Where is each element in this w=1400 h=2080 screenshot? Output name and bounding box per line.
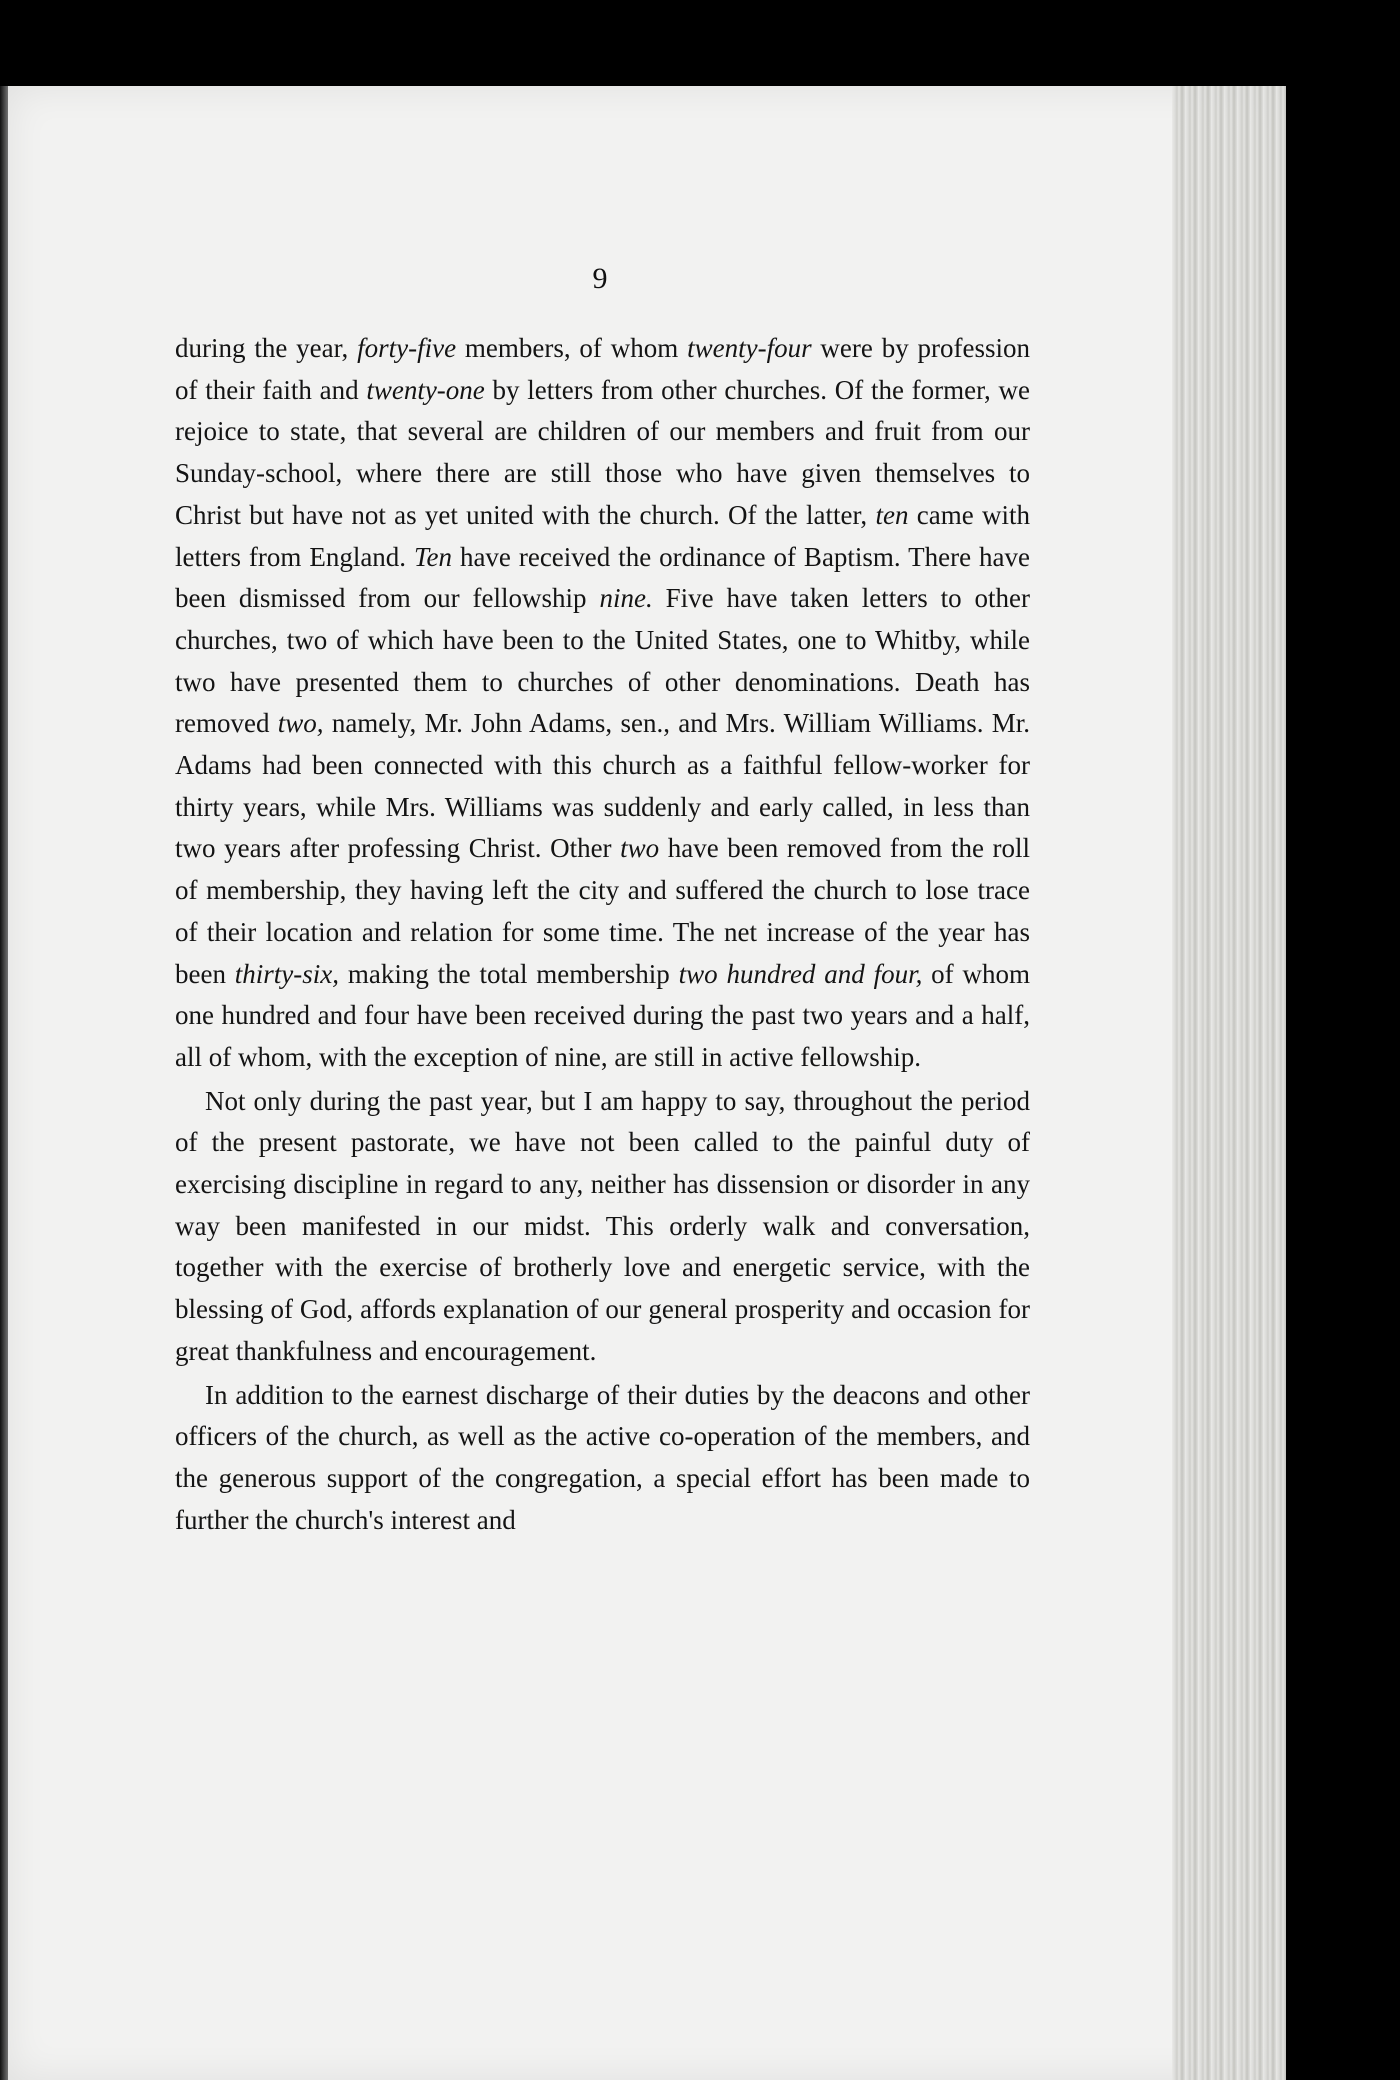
text-segment: were by profession of their faith and bbox=[175, 333, 1030, 405]
text-segment: namely, Mr. John Adams, sen., and Mrs. William Williams. Mr. Adams had been connected with this church as a faithful fellow-worker for thirty years, while Mrs. Williams was suddenly and early called, in less than two years after professing Christ. Other bbox=[175, 708, 1031, 864]
scan-background bbox=[1286, 86, 1400, 2080]
text-segment: Five have taken letters to other churches, two of which have been to the United States, one to Whitby, while two have presented them to churches of other denominations. Death has removed bbox=[175, 583, 1030, 739]
text-segment: making the total membership bbox=[339, 958, 679, 989]
body-text bbox=[175, 328, 1030, 1541]
paragraph-1 bbox=[175, 328, 1030, 1079]
text-segment: have received the ordinance of Baptism. There have been dismissed from our fellowship bbox=[175, 541, 1030, 614]
text-segment: came with letters from England. bbox=[175, 499, 1030, 572]
italic-text: two, bbox=[277, 708, 324, 739]
text-segment: during the year, bbox=[175, 333, 358, 363]
italic-text: nine. bbox=[599, 583, 653, 614]
italic-text: twenty-one bbox=[366, 374, 485, 405]
paragraph-2 bbox=[175, 1081, 1030, 1373]
page-number: 9 bbox=[592, 262, 608, 295]
italic-text: two hundred and four, bbox=[678, 958, 923, 989]
italic-text: twenty-four bbox=[687, 333, 812, 363]
italic-text: forty-five bbox=[357, 333, 457, 363]
text-segment: of whom one hundred and four have been received during the past two years and a half, all of whom, with the exception of nine, are still in active fellowship. bbox=[175, 958, 1031, 1072]
text-segment: have been removed from the roll of membership, they having left the city and suffered the church to lose trace of their location and relation for some time. The net increase of the year has been bbox=[175, 833, 1031, 989]
text-segment: In addition to the earnest discharge of their duties by the deacons and other officers of the church, as well as the active co-operation of the members, and the generous support of the congregation, a special effort has been made to further the church's interest and bbox=[175, 1379, 1030, 1535]
page-edges bbox=[1172, 86, 1290, 2080]
italic-text: Ten bbox=[413, 541, 453, 572]
paragraph-3 bbox=[175, 1375, 1030, 1542]
text-segment: by letters from other churches. Of the former, we rejoice to state, that several are children of our members and fruit from our Sunday-school, where there are still those who have given themselves to Christ but have not as yet united with the church. Of the latter, bbox=[175, 374, 1031, 530]
italic-text: ten bbox=[875, 499, 909, 530]
italic-text: two bbox=[620, 833, 660, 864]
text-segment: members, of whom bbox=[456, 333, 688, 363]
italic-text: thirty-six, bbox=[234, 958, 340, 989]
text-segment: Not only during the past year, but I am happy to say, throughout the period of the present pastorate, we have not been called to the painful duty of exercising discipline in regard to any, neither has dissension or disorder in any way been manifested in our midst. This orderly walk and conversation, together with the exercise of brotherly love and energetic service, with the blessing of God, affords explanation of our general prosperity and occasion for great thankfulness and encouragement. bbox=[175, 1085, 1030, 1366]
